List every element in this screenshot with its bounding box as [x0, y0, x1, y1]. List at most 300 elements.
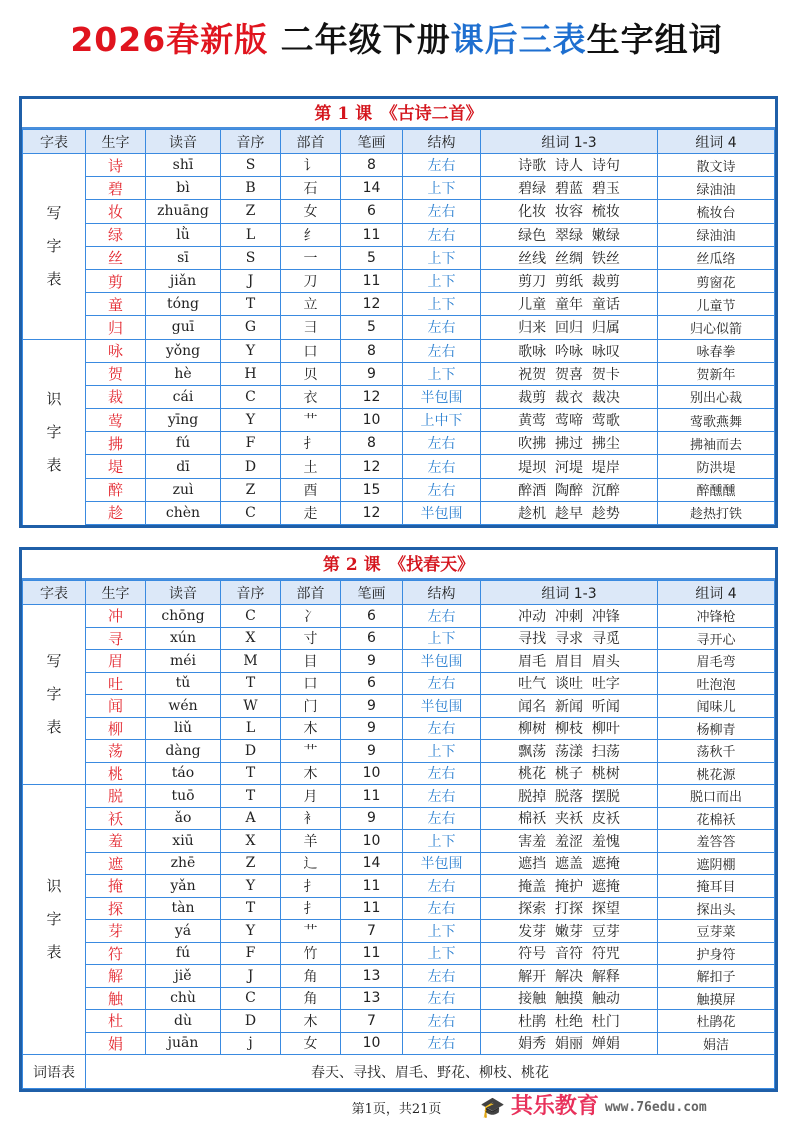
words-1-3: 趁机 趁早 趁势 — [481, 501, 658, 524]
pinyin: fú — [146, 432, 221, 455]
strokes: 10 — [341, 762, 403, 785]
strokes: 11 — [341, 897, 403, 920]
strokes: 8 — [341, 154, 403, 177]
structure: 上下 — [403, 246, 481, 269]
table-row — [23, 501, 775, 524]
strokes: 12 — [341, 455, 403, 478]
character: 探 — [86, 897, 146, 920]
table-row — [23, 830, 775, 853]
words-1-3: 吐气 谈吐 吐字 — [481, 672, 658, 695]
word-4: 脱口而出 — [658, 785, 775, 808]
radical: 石 — [281, 177, 341, 200]
word-4: 绿油油 — [658, 223, 775, 246]
words-1-3: 害羞 羞涩 羞愧 — [481, 830, 658, 853]
character: 堤 — [86, 455, 146, 478]
pinyin: sī — [146, 246, 221, 269]
table-row — [23, 293, 775, 316]
strokes: 13 — [341, 987, 403, 1010]
initial: J — [221, 269, 281, 292]
column-header: 笔画 — [341, 581, 403, 605]
words-1-3: 剪刀 剪纸 裁剪 — [481, 269, 658, 292]
column-header: 笔画 — [341, 130, 403, 154]
strokes: 13 — [341, 965, 403, 988]
table-row — [23, 807, 775, 830]
strokes: 11 — [341, 942, 403, 965]
character: 咏 — [86, 339, 146, 362]
radical: 刀 — [281, 269, 341, 292]
group-label-char: 写 — [46, 652, 62, 670]
structure: 左右 — [403, 1032, 481, 1055]
word-4: 贺新年 — [658, 362, 775, 385]
group-label-char: 表 — [46, 269, 62, 288]
strokes: 12 — [341, 501, 403, 524]
group-label-char: 字 — [46, 422, 62, 441]
structure: 左右 — [403, 478, 481, 501]
pinyin: juān — [146, 1032, 221, 1055]
strokes: 6 — [341, 200, 403, 223]
radical: 月 — [281, 785, 341, 808]
word-4: 花棉袄 — [658, 807, 775, 830]
radical: 木 — [281, 1010, 341, 1033]
character: 羞 — [86, 830, 146, 853]
table-row — [23, 409, 775, 432]
table-row — [23, 672, 775, 695]
column-header: 生字 — [86, 130, 146, 154]
radical: 艹 — [281, 740, 341, 763]
words-1-3: 裁剪 裁衣 裁决 — [481, 385, 658, 408]
pinyin: dù — [146, 1010, 221, 1033]
column-header: 组词 4 — [658, 130, 775, 154]
words-1-3: 杜鹃 杜绝 杜门 — [481, 1010, 658, 1033]
words-1-3: 祝贺 贺喜 贺卡 — [481, 362, 658, 385]
group-label-char: 字 — [46, 236, 62, 255]
strokes: 9 — [341, 650, 403, 673]
table-row — [23, 385, 775, 408]
character: 趁 — [86, 501, 146, 524]
radical: 寸 — [281, 627, 341, 650]
pinyin: lǜ — [146, 223, 221, 246]
radical: 彐 — [281, 316, 341, 339]
table-row — [23, 627, 775, 650]
words-1-3: 遮挡 遮盖 遮掩 — [481, 852, 658, 875]
table-row — [23, 269, 775, 292]
words-1-3: 冲动 冲刺 冲锋 — [481, 605, 658, 628]
word-4: 剪窗花 — [658, 269, 775, 292]
character: 触 — [86, 987, 146, 1010]
structure: 上下 — [403, 920, 481, 943]
structure: 左右 — [403, 807, 481, 830]
pinyin: liǔ — [146, 717, 221, 740]
pinyin: guī — [146, 316, 221, 339]
pinyin: yá — [146, 920, 221, 943]
radical: 门 — [281, 695, 341, 718]
structure: 左右 — [403, 154, 481, 177]
pinyin: chōng — [146, 605, 221, 628]
strokes: 7 — [341, 1010, 403, 1033]
lesson-title: 第 1 课 《古诗二首》 — [22, 99, 775, 129]
pinyin: bì — [146, 177, 221, 200]
word-4: 娟洁 — [658, 1032, 775, 1055]
character: 脱 — [86, 785, 146, 808]
radical: 女 — [281, 200, 341, 223]
words-1-3: 化妆 妆容 梳妆 — [481, 200, 658, 223]
strokes: 12 — [341, 385, 403, 408]
radical: 贝 — [281, 362, 341, 385]
structure: 上下 — [403, 942, 481, 965]
words-1-3: 绿色 翠绿 嫩绿 — [481, 223, 658, 246]
table-row — [23, 154, 775, 177]
character: 荡 — [86, 740, 146, 763]
initial: F — [221, 942, 281, 965]
word-4: 遮阴棚 — [658, 852, 775, 875]
radical: 女 — [281, 1032, 341, 1055]
table-row — [23, 223, 775, 246]
table-row — [23, 339, 775, 362]
structure: 半包围 — [403, 695, 481, 718]
word-4: 冲锋枪 — [658, 605, 775, 628]
strokes: 7 — [341, 920, 403, 943]
radical: 纟 — [281, 223, 341, 246]
initial: Y — [221, 409, 281, 432]
pinyin: yǎn — [146, 875, 221, 898]
structure: 上下 — [403, 830, 481, 853]
structure: 半包围 — [403, 385, 481, 408]
pinyin: ǎo — [146, 807, 221, 830]
word-4: 眉毛弯 — [658, 650, 775, 673]
words-1-3: 诗歌 诗人 诗句 — [481, 154, 658, 177]
word-4: 散文诗 — [658, 154, 775, 177]
word-4: 掩耳目 — [658, 875, 775, 898]
strokes: 14 — [341, 177, 403, 200]
character: 芽 — [86, 920, 146, 943]
word-4: 桃花源 — [658, 762, 775, 785]
character: 袄 — [86, 807, 146, 830]
pinyin: tǔ — [146, 672, 221, 695]
lesson-title: 第 2 课 《找春天》 — [22, 550, 775, 580]
group-label-char: 表 — [46, 455, 62, 474]
pinyin: dàng — [146, 740, 221, 763]
word-4: 豆芽菜 — [658, 920, 775, 943]
initial: T — [221, 785, 281, 808]
strokes: 9 — [341, 717, 403, 740]
initial: C — [221, 385, 281, 408]
word-4: 杜鹃花 — [658, 1010, 775, 1033]
initial: Y — [221, 920, 281, 943]
radical: 衤 — [281, 807, 341, 830]
table-row — [23, 965, 775, 988]
pinyin: méi — [146, 650, 221, 673]
table-row — [23, 740, 775, 763]
words-1-3: 归来 回归 归属 — [481, 316, 658, 339]
strokes: 8 — [341, 339, 403, 362]
structure: 左右 — [403, 200, 481, 223]
word-list: 春天、寻找、眉毛、野花、柳枝、桃花 — [86, 1055, 775, 1089]
character: 碧 — [86, 177, 146, 200]
structure: 左右 — [403, 339, 481, 362]
strokes: 15 — [341, 478, 403, 501]
strokes: 11 — [341, 269, 403, 292]
structure: 左右 — [403, 965, 481, 988]
strokes: 5 — [341, 316, 403, 339]
strokes: 11 — [341, 223, 403, 246]
character: 掩 — [86, 875, 146, 898]
column-header: 读音 — [146, 130, 221, 154]
table-row — [23, 762, 775, 785]
words-1-3: 黄莺 莺啼 莺歌 — [481, 409, 658, 432]
structure: 左右 — [403, 455, 481, 478]
strokes: 9 — [341, 362, 403, 385]
words-1-3: 解开 解决 解释 — [481, 965, 658, 988]
words-1-3: 寻找 寻求 寻觅 — [481, 627, 658, 650]
page-title — [0, 14, 793, 61]
initial: T — [221, 293, 281, 316]
word-4: 归心似箭 — [658, 316, 775, 339]
initial: A — [221, 807, 281, 830]
words-1-3: 娟秀 娟丽 婵娟 — [481, 1032, 658, 1055]
word-4: 醉醺醺 — [658, 478, 775, 501]
words-1-3: 脱掉 脱落 摆脱 — [481, 785, 658, 808]
character: 诗 — [86, 154, 146, 177]
column-header: 结构 — [403, 581, 481, 605]
words-1-3: 儿童 童年 童话 — [481, 293, 658, 316]
initial: D — [221, 455, 281, 478]
table-row — [23, 455, 775, 478]
radical: 酉 — [281, 478, 341, 501]
strokes: 14 — [341, 852, 403, 875]
group-label-char: 字 — [46, 910, 62, 928]
word-4: 护身符 — [658, 942, 775, 965]
pinyin: shī — [146, 154, 221, 177]
strokes: 10 — [341, 1032, 403, 1055]
strokes: 6 — [341, 605, 403, 628]
strokes: 10 — [341, 830, 403, 853]
structure: 上下 — [403, 269, 481, 292]
words-1-3: 闻名 新闻 听闻 — [481, 695, 658, 718]
column-header: 组词 4 — [658, 581, 775, 605]
structure: 半包围 — [403, 852, 481, 875]
graduation-cap-icon: 🎓 — [480, 1095, 505, 1119]
table-row — [23, 717, 775, 740]
words-1-3: 符号 音符 符咒 — [481, 942, 658, 965]
watermark-logo — [480, 1094, 707, 1120]
character: 贺 — [86, 362, 146, 385]
column-header: 字表 — [23, 130, 86, 154]
words-1-3: 接触 触摸 触动 — [481, 987, 658, 1010]
word-4: 趁热打铁 — [658, 501, 775, 524]
initial: Y — [221, 875, 281, 898]
words-1-3: 碧绿 碧蓝 碧玉 — [481, 177, 658, 200]
radical: 角 — [281, 987, 341, 1010]
pinyin: cái — [146, 385, 221, 408]
initial: D — [221, 1010, 281, 1033]
watermark-brand: 其乐教育 — [510, 1094, 599, 1119]
structure: 左右 — [403, 762, 481, 785]
initial: T — [221, 897, 281, 920]
strokes: 9 — [341, 695, 403, 718]
character: 杜 — [86, 1010, 146, 1033]
initial: M — [221, 650, 281, 673]
header-row — [23, 581, 775, 605]
word-4: 吐泡泡 — [658, 672, 775, 695]
radical: 衣 — [281, 385, 341, 408]
initial: F — [221, 432, 281, 455]
pinyin: táo — [146, 762, 221, 785]
initial: Z — [221, 852, 281, 875]
character: 醉 — [86, 478, 146, 501]
table-row — [23, 1032, 775, 1055]
word-4: 拂袖而去 — [658, 432, 775, 455]
character: 解 — [86, 965, 146, 988]
header-row — [23, 130, 775, 154]
words-1-3: 吹拂 拂过 拂尘 — [481, 432, 658, 455]
initial: j — [221, 1032, 281, 1055]
title-grade: 二年级下册 — [280, 20, 451, 59]
group-label-recognize — [23, 785, 86, 1055]
table-row — [23, 432, 775, 455]
character: 遮 — [86, 852, 146, 875]
words-1-3: 发芽 嫩芽 豆芽 — [481, 920, 658, 943]
structure: 上下 — [403, 627, 481, 650]
structure: 上中下 — [403, 409, 481, 432]
initial: X — [221, 627, 281, 650]
structure: 左右 — [403, 987, 481, 1010]
pinyin: tóng — [146, 293, 221, 316]
initial: J — [221, 965, 281, 988]
title-three-tables: 课后三表 — [450, 20, 587, 59]
table-row — [23, 875, 775, 898]
pinyin: yīng — [146, 409, 221, 432]
radical: 木 — [281, 762, 341, 785]
word-4: 丝瓜络 — [658, 246, 775, 269]
character: 童 — [86, 293, 146, 316]
group-label-char: 识 — [46, 389, 62, 408]
structure: 左右 — [403, 1010, 481, 1033]
pinyin: dī — [146, 455, 221, 478]
character: 裁 — [86, 385, 146, 408]
character: 绿 — [86, 223, 146, 246]
character: 拂 — [86, 432, 146, 455]
column-header: 组词 1-3 — [481, 130, 658, 154]
initial: W — [221, 695, 281, 718]
structure: 左右 — [403, 875, 481, 898]
radical: 走 — [281, 501, 341, 524]
group-label-char: 字 — [46, 685, 62, 703]
word-4: 儿童节 — [658, 293, 775, 316]
words-1-3: 飘荡 荡漾 扫荡 — [481, 740, 658, 763]
structure: 半包围 — [403, 650, 481, 673]
pinyin: xiū — [146, 830, 221, 853]
radical: 木 — [281, 717, 341, 740]
word-4: 探出头 — [658, 897, 775, 920]
table-row — [23, 316, 775, 339]
radical: 扌 — [281, 875, 341, 898]
structure: 上下 — [403, 293, 481, 316]
structure: 左右 — [403, 605, 481, 628]
character: 吐 — [86, 672, 146, 695]
word-4: 咏春拳 — [658, 339, 775, 362]
watermark-url: www.76edu.com — [604, 1099, 707, 1115]
word-4: 绿油油 — [658, 177, 775, 200]
table-row — [23, 987, 775, 1010]
radical: 扌 — [281, 432, 341, 455]
character: 柳 — [86, 717, 146, 740]
structure: 左右 — [403, 672, 481, 695]
initial: C — [221, 605, 281, 628]
character: 符 — [86, 942, 146, 965]
initial: Z — [221, 478, 281, 501]
pinyin: tàn — [146, 897, 221, 920]
character: 娟 — [86, 1032, 146, 1055]
character: 眉 — [86, 650, 146, 673]
radical: 立 — [281, 293, 341, 316]
strokes: 12 — [341, 293, 403, 316]
table-row — [23, 650, 775, 673]
group-label-write — [23, 605, 86, 785]
structure: 上下 — [403, 740, 481, 763]
group-label-char: 识 — [46, 877, 62, 895]
words-1-3: 棉袄 夹袄 皮袄 — [481, 807, 658, 830]
initial: L — [221, 223, 281, 246]
radical: 竹 — [281, 942, 341, 965]
initial: S — [221, 246, 281, 269]
radical: 艹 — [281, 409, 341, 432]
pinyin: zhē — [146, 852, 221, 875]
initial: Y — [221, 339, 281, 362]
initial: S — [221, 154, 281, 177]
pinyin: zhuāng — [146, 200, 221, 223]
pinyin: yǒng — [146, 339, 221, 362]
initial: X — [221, 830, 281, 853]
pinyin: jiǎn — [146, 269, 221, 292]
column-header: 音序 — [221, 130, 281, 154]
character: 莺 — [86, 409, 146, 432]
radical: 土 — [281, 455, 341, 478]
column-header: 结构 — [403, 130, 481, 154]
word-4: 荡秋千 — [658, 740, 775, 763]
radical: 扌 — [281, 897, 341, 920]
word-4: 寻开心 — [658, 627, 775, 650]
words-1-3: 眉毛 眉目 眉头 — [481, 650, 658, 673]
group-label-char: 写 — [46, 203, 62, 222]
character: 寻 — [86, 627, 146, 650]
table-row — [23, 605, 775, 628]
word-list-label: 词语表 — [23, 1055, 86, 1089]
radical: 目 — [281, 650, 341, 673]
column-header: 读音 — [146, 581, 221, 605]
radical: 冫 — [281, 605, 341, 628]
table-row — [23, 942, 775, 965]
column-header: 部首 — [281, 130, 341, 154]
radical: 艹 — [281, 920, 341, 943]
column-header: 字表 — [23, 581, 86, 605]
word-4: 防洪堤 — [658, 455, 775, 478]
lesson-2-table — [19, 547, 778, 1092]
word-4: 闻味儿 — [658, 695, 775, 718]
lesson-1-table — [19, 96, 778, 528]
group-label-write — [23, 154, 86, 340]
radical: 辶 — [281, 852, 341, 875]
character: 桃 — [86, 762, 146, 785]
table-row — [23, 177, 775, 200]
table-row — [23, 200, 775, 223]
words-1-3: 桃花 桃子 桃树 — [481, 762, 658, 785]
word-4: 解扣子 — [658, 965, 775, 988]
initial: D — [221, 740, 281, 763]
pinyin: chèn — [146, 501, 221, 524]
strokes: 6 — [341, 672, 403, 695]
radical: 一 — [281, 246, 341, 269]
table-row — [23, 478, 775, 501]
